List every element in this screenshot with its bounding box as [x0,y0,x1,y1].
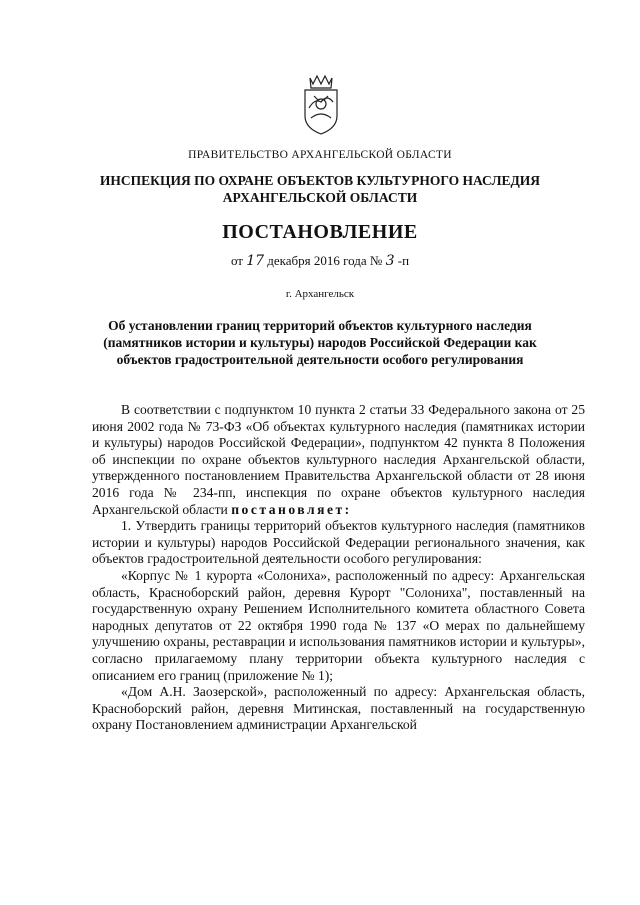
preamble-text: В соответствии с подпунктом 10 пункта 2 статьи 33 Федерального закона от 25 июня 2002 года № 73-ФЗ «Об объектах культурного наследия (памятниках истории и культуры) народов Российской Федерации», подпунктом 42 пункта 8 Положения об инспекции по охране объектов культурного наследия Архангельской области, утвержденного постановлением Правительства Архангельской области от 28 июня 2016 года № 234-пп, инспекция по охране объектов культурного наследия Архангельской области [92,402,585,517]
date-prefix: от [230,253,243,268]
decree-date-line [0,253,640,269]
paragraph-object-2: «Дом А.Н. Заозерской», расположенный по адресу: Архангельская область, Красноборский район, деревня Митинская, поставленный на государственную охрану Постановлением администрации Архангельской [92,684,585,733]
resolves-word: постановляет: [231,501,352,517]
inspection-line-2: АРХАНГЕЛЬСКОЙ ОБЛАСТИ [222,190,418,205]
date-middle: декабря 2016 года № [267,253,383,268]
paragraph-preamble [92,402,585,518]
coat-of-arms-emblem [301,72,341,136]
subject-line-1: Об установлении границ территорий объектов культурного наследия [108,318,532,333]
inspection-line-1: ИНСПЕКЦИЯ ПО ОХРАНЕ ОБЪЕКТОВ КУЛЬТУРНОГО НАСЛЕДИЯ [99,173,541,188]
city: г. Архангельск [285,288,355,300]
subject-line-3: объектов градостроительной деятельности особого регулирования [116,352,524,367]
decree-subject [0,317,640,368]
paragraph-object-1: «Корпус № 1 курорта «Солониха», расположенный по адресу: Архангельская область, Красноборский район, деревня Курорт "Солониха", поставленный на государственную охрану Решением Исполнительного комитета областного Совета народных депутатов от 22 октября 1990 года № 137 «О мерах по дальнейшему улучшению охраны, реставрации и использования памятников истории и культуры», согласно прилагаемому плану территории объекта культурного наследия с описанием его границ (приложение № 1); [92,567,585,683]
decree-body [92,402,585,734]
number-suffix: -п [397,253,410,268]
subject-line-2: (памятников истории и культуры) народов Российской Федерации как [103,335,537,350]
decree-number: 3 [385,253,395,269]
paragraph-item-1: 1. Утвердить границы территорий объектов культурного наследия (памятников истории и культуры) народов Российской Федерации регионального значения, как объектов градостроительной деятельности особого регулирования: [92,518,585,567]
decree-day: 17 [246,253,265,269]
inspection-name [0,172,640,206]
government-name: ПРАВИТЕЛЬСТВО АРХАНГЕЛЬСКОЙ ОБЛАСТИ [188,149,452,161]
document-type: ПОСТАНОВЛЕНИЕ [222,221,418,243]
